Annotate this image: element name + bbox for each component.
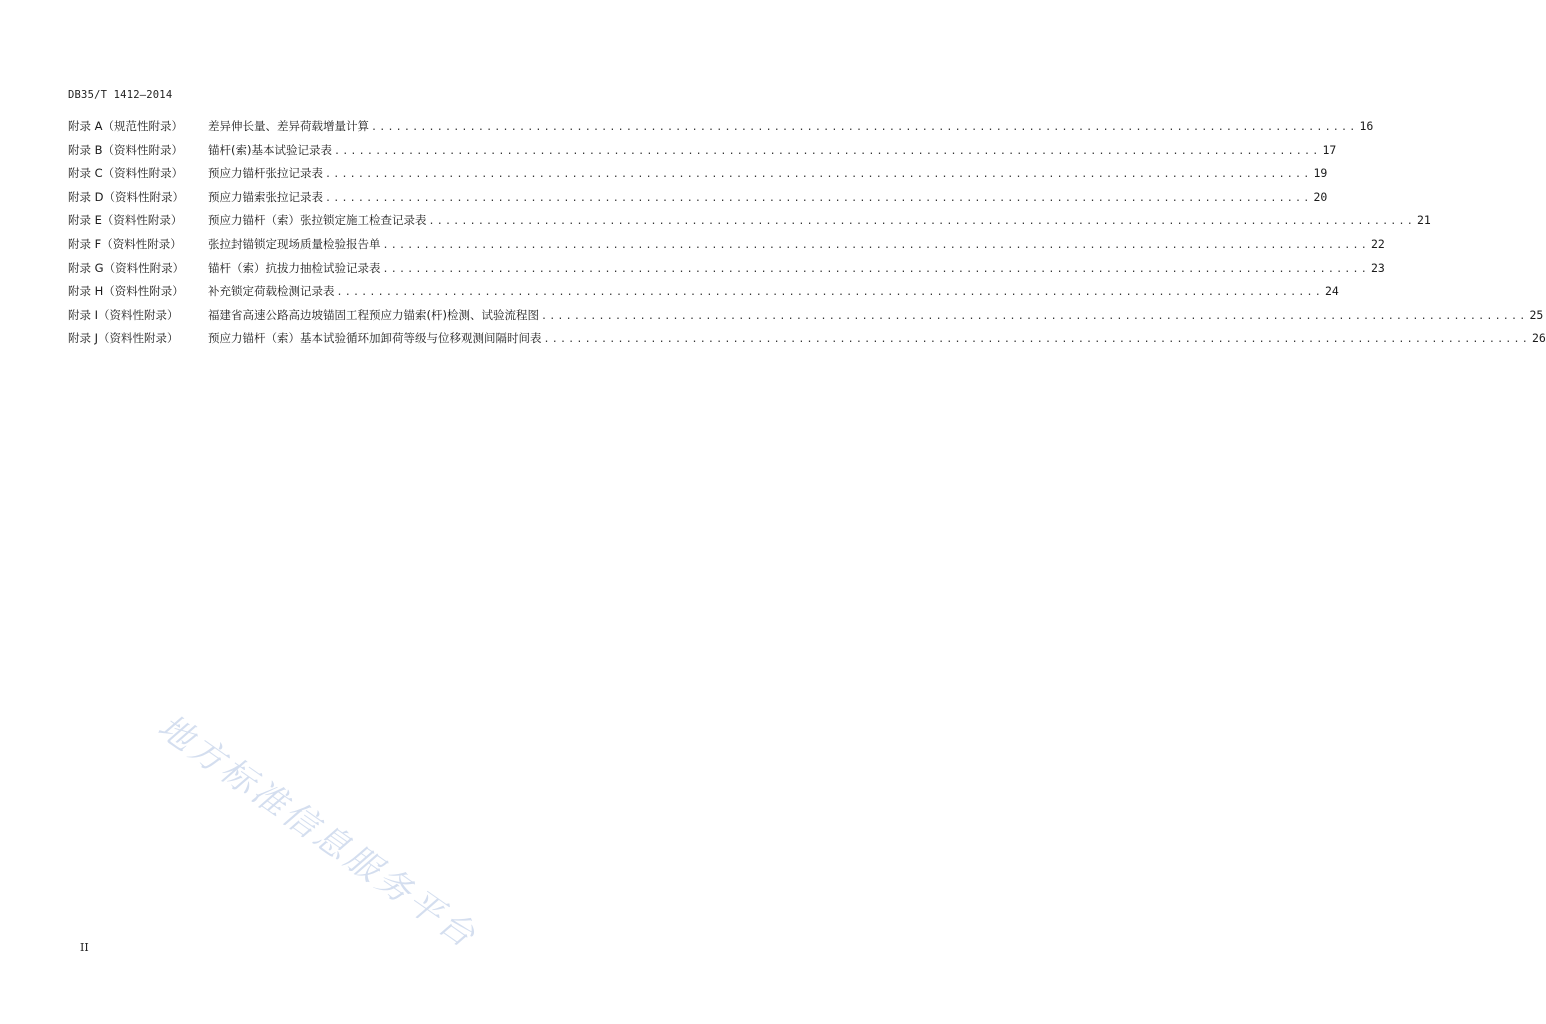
toc-page-number: 21 — [1416, 213, 1431, 228]
page-number: II — [80, 941, 89, 954]
table-of-contents — [68, 116, 1546, 352]
toc-appendix-label: 附录 D（资料性附录） — [68, 189, 185, 204]
toc-entry[interactable] — [68, 163, 1328, 187]
toc-appendix-label: 附录 H（资料性附录） — [68, 284, 184, 299]
toc-page-number: 16 — [1359, 119, 1374, 133]
toc-leader-dots: ........................................................................................................................ — [325, 192, 1312, 204]
toc-page-number: 26 — [1531, 331, 1546, 346]
toc-title: 预应力锚索张拉记录表 — [208, 189, 323, 204]
toc-title: 张拉封锚锁定现场质量检验报告单 — [208, 236, 381, 251]
toc-entry[interactable] — [68, 258, 1385, 282]
toc-title: 锚杆（索）抗拔力抽检试验记录表 — [208, 260, 381, 275]
toc-appendix-label: 附录 B（资料性附录） — [68, 142, 184, 157]
toc-appendix-label: 附录 J（资料性附录） — [68, 331, 179, 346]
toc-appendix-label: 附录 A（规范性附录） — [68, 119, 184, 133]
toc-entry[interactable] — [68, 187, 1328, 211]
toc-leader-dots: ........................................................................................................................ — [325, 169, 1312, 181]
toc-entry[interactable] — [68, 210, 1431, 234]
toc-leader-dots: ........................................................................................................................ — [333, 145, 1321, 157]
toc-appendix-label: 附录 F（资料性附录） — [68, 236, 182, 251]
toc-page-number: 22 — [1370, 236, 1385, 251]
toc-entry[interactable] — [68, 328, 1546, 352]
toc-page-number: 24 — [1324, 284, 1339, 299]
toc-leader-dots: ........................................................................................................................ — [428, 216, 1415, 228]
toc-page-number: 23 — [1370, 260, 1385, 275]
document-code: DB35/T 1412—2014 — [68, 89, 173, 101]
toc-title: 差异伸长量、差异荷载增量计算 — [208, 119, 369, 133]
toc-appendix-label: 附录 E（资料性附录） — [68, 213, 183, 228]
toc-entry[interactable] — [68, 305, 1544, 329]
watermark-text: 地方标准信息服务平台 — [150, 706, 485, 958]
toc-page-number: 17 — [1322, 142, 1337, 157]
toc-appendix-label: 附录 I（资料性附录） — [68, 307, 179, 322]
toc-title: 预应力锚杆张拉记录表 — [208, 166, 323, 181]
toc-page-number: 19 — [1313, 166, 1328, 181]
toc-appendix-label: 附录 G（资料性附录） — [68, 260, 185, 275]
toc-entry[interactable] — [68, 234, 1385, 258]
toc-leader-dots: ........................................................................................................................ — [336, 287, 1323, 299]
toc-entry[interactable] — [68, 281, 1339, 305]
toc-title: 预应力锚杆（索）基本试验循环加卸荷等级与位移观测间隔时间表 — [208, 331, 542, 346]
toc-appendix-label: 附录 C（资料性附录） — [68, 166, 184, 181]
toc-title: 福建省高速公路高边坡锚固工程预应力锚索(杆)检测、试验流程图 — [208, 307, 539, 322]
toc-page-number: 25 — [1529, 307, 1544, 322]
toc-entry[interactable] — [68, 140, 1337, 164]
toc-leader-dots: ........................................................................................................................ — [382, 263, 1369, 275]
toc-leader-dots: ........................................................................................................................ — [543, 334, 1530, 346]
toc-leader-dots: ........................................................................................................................ — [540, 310, 1528, 322]
toc-leader-dots: ........................................................................................................................ — [382, 239, 1369, 251]
toc-leader-dots: ........................................................................................................................ — [371, 122, 1358, 133]
toc-page-number: 20 — [1313, 189, 1328, 204]
toc-title: 补充锁定荷载检测记录表 — [208, 284, 335, 299]
toc-title: 预应力锚杆（索）张拉锁定施工检查记录表 — [208, 213, 427, 228]
toc-entry[interactable] — [68, 116, 1374, 140]
toc-title: 锚杆(索)基本试验记录表 — [208, 142, 332, 157]
